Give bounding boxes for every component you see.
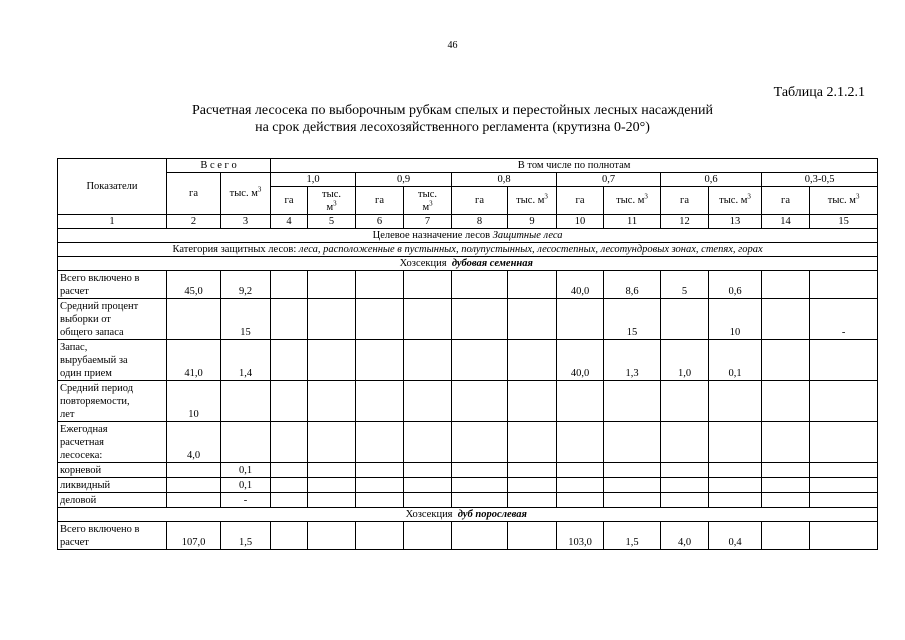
- table-cell: [604, 463, 661, 478]
- table-cell: 4,0: [167, 422, 221, 463]
- header-density: 0,8: [452, 173, 557, 187]
- row-label-line: деловой: [60, 495, 97, 506]
- table-cell: 40,0: [557, 340, 604, 381]
- table-cell: [271, 463, 308, 478]
- row-label-line: повторяемости,: [60, 396, 130, 407]
- table-cell: 1,4: [221, 340, 271, 381]
- table-cell: [271, 340, 308, 381]
- table-cell: [604, 493, 661, 508]
- column-number: 2: [167, 215, 221, 229]
- section-label: Хозсекция: [405, 509, 453, 520]
- table-cell: [308, 463, 356, 478]
- table-cell: [356, 271, 404, 299]
- table-cell: [271, 271, 308, 299]
- table-cell: [356, 381, 404, 422]
- table-cell: [508, 271, 557, 299]
- section-row: [58, 508, 878, 522]
- table-cell: 1,0: [661, 340, 709, 381]
- purpose-row: [58, 229, 878, 243]
- column-number: 1: [58, 215, 167, 229]
- row-label-line: расчет: [60, 537, 89, 548]
- column-number: 12: [661, 215, 709, 229]
- header-m3: тыс. $м^3$: [508, 187, 557, 215]
- table-cell: [508, 463, 557, 478]
- table-cell: 0,1: [221, 478, 271, 493]
- table-cell: [762, 299, 810, 340]
- table-cell: [167, 299, 221, 340]
- row-label-line: вырубаемый за: [60, 355, 128, 366]
- row-label-line: расчетная: [60, 437, 104, 448]
- table-cell: 40,0: [557, 271, 604, 299]
- table-cell: [356, 478, 404, 493]
- section-name: дубовая семенная: [451, 258, 533, 269]
- category-row: [58, 243, 878, 257]
- section-name: дуб порослевая: [457, 509, 527, 520]
- header-ha: га: [356, 187, 404, 215]
- table-cell: [404, 271, 452, 299]
- header-density: 0,6: [661, 173, 762, 187]
- table-cell: [604, 478, 661, 493]
- row-label: [58, 522, 167, 550]
- table-label: Таблица 2.1.2.1: [773, 85, 865, 100]
- table-cell: [404, 422, 452, 463]
- table-cell: [557, 299, 604, 340]
- header-total-m3: тыс. $м^3$: [221, 173, 271, 215]
- purpose-label: Целевое назначение лесов: [372, 230, 491, 241]
- row-label: [58, 340, 167, 381]
- table-cell: 5: [661, 271, 709, 299]
- column-number: 15: [810, 215, 878, 229]
- table-cell: [167, 493, 221, 508]
- header-m3: тыс. $м^3$: [308, 187, 356, 215]
- table-cell: [762, 522, 810, 550]
- column-number: 9: [508, 215, 557, 229]
- header-density: 0,7: [557, 173, 661, 187]
- row-label-line: Запас,: [60, 342, 88, 353]
- table-cell: 4,0: [661, 522, 709, 550]
- header-indicators: Показатели: [58, 159, 167, 215]
- table-cell: 0,4: [709, 522, 762, 550]
- table-cell: [661, 422, 709, 463]
- row-label: [58, 422, 167, 463]
- table-cell: [810, 522, 878, 550]
- column-number: 4: [271, 215, 308, 229]
- table-cell: [762, 340, 810, 381]
- table-cell: [452, 493, 508, 508]
- table-cell: [557, 493, 604, 508]
- row-label-line: ликвидный: [60, 480, 111, 491]
- table-cell: [810, 478, 878, 493]
- table-cell: [167, 463, 221, 478]
- column-number: 10: [557, 215, 604, 229]
- table-cell: [308, 493, 356, 508]
- header-m3: тыс. $м^3$: [404, 187, 452, 215]
- table-cell: [762, 493, 810, 508]
- table-title: [0, 102, 905, 136]
- table-row: [58, 340, 878, 381]
- table-cell: 1,3: [604, 340, 661, 381]
- table-cell: [308, 271, 356, 299]
- table-cell: [167, 478, 221, 493]
- table-cell: [709, 493, 762, 508]
- row-label-line: один прием: [60, 368, 112, 379]
- table-cell: [404, 299, 452, 340]
- table-cell: [308, 340, 356, 381]
- table-cell: [508, 340, 557, 381]
- table-cell: 0,1: [221, 463, 271, 478]
- header-total-ha: га: [167, 173, 221, 215]
- header-density: 0,9: [356, 173, 452, 187]
- table-cell: 15: [221, 299, 271, 340]
- table-cell: 0,1: [709, 340, 762, 381]
- row-label-line: общего запаса: [60, 327, 124, 338]
- table-cell: [661, 493, 709, 508]
- table-cell: [810, 493, 878, 508]
- column-number: 14: [762, 215, 810, 229]
- table-row: [58, 522, 878, 550]
- table-cell: [810, 271, 878, 299]
- column-number: 7: [404, 215, 452, 229]
- column-number: 11: [604, 215, 661, 229]
- table-row: [58, 493, 878, 508]
- row-label-line: Всего включено в: [60, 524, 140, 535]
- table-cell: [356, 422, 404, 463]
- table-cell: [308, 522, 356, 550]
- table-cell: [452, 463, 508, 478]
- table-cell: [661, 381, 709, 422]
- table-cell: [604, 381, 661, 422]
- table-cell: [709, 478, 762, 493]
- row-label-line: выборки от: [60, 314, 111, 325]
- table-cell: [661, 463, 709, 478]
- category-cell: [58, 243, 878, 257]
- header-m3: тыс. $м^3$: [810, 187, 878, 215]
- table-row: [58, 299, 878, 340]
- table-row: [58, 381, 878, 422]
- table-cell: [356, 299, 404, 340]
- table-cell: [271, 422, 308, 463]
- table-title-line-1: Расчетная лесосека по выборочным рубкам спелых и перестойных лесных насаждений: [191, 103, 713, 118]
- table-row: [58, 271, 878, 299]
- estimated-cutting-table: [57, 158, 878, 550]
- section-label: Хозсекция: [399, 258, 447, 269]
- table-cell: -: [221, 493, 271, 508]
- column-number-row: [58, 215, 878, 229]
- table-cell: [452, 381, 508, 422]
- table-cell: [661, 299, 709, 340]
- table-cell: [557, 463, 604, 478]
- header-ha: га: [762, 187, 810, 215]
- table-cell: [810, 340, 878, 381]
- table-cell: [356, 463, 404, 478]
- header-ha: га: [661, 187, 709, 215]
- table-cell: [762, 478, 810, 493]
- table-cell: [810, 463, 878, 478]
- table-cell: [271, 522, 308, 550]
- table-cell: 45,0: [167, 271, 221, 299]
- table-cell: [762, 463, 810, 478]
- table-cell: [557, 381, 604, 422]
- table-cell: [508, 493, 557, 508]
- row-label: [58, 271, 167, 299]
- header-density: 1,0: [271, 173, 356, 187]
- column-number: 13: [709, 215, 762, 229]
- table-cell: [271, 299, 308, 340]
- table-row: [58, 422, 878, 463]
- table-cell: [404, 522, 452, 550]
- table-cell: [452, 478, 508, 493]
- header-ha: га: [271, 187, 308, 215]
- table-cell: [810, 422, 878, 463]
- header-total: В с е г о: [167, 159, 271, 173]
- table-cell: 107,0: [167, 522, 221, 550]
- table-cell: [308, 299, 356, 340]
- section-row: [58, 257, 878, 271]
- table-cell: 0,6: [709, 271, 762, 299]
- table-cell: [508, 381, 557, 422]
- table-cell: 103,0: [557, 522, 604, 550]
- table-row: [58, 463, 878, 478]
- header-m3: тыс. $м^3$: [709, 187, 762, 215]
- table-cell: [508, 522, 557, 550]
- row-label: [58, 463, 167, 478]
- table-cell: [452, 299, 508, 340]
- table-cell: [557, 422, 604, 463]
- row-label: [58, 493, 167, 508]
- table-cell: [308, 478, 356, 493]
- row-label-line: лесосека:: [60, 450, 103, 461]
- table-cell: [508, 478, 557, 493]
- column-number: 8: [452, 215, 508, 229]
- table-cell: [221, 422, 271, 463]
- table-cell: [452, 422, 508, 463]
- row-label-line: корневой: [60, 465, 102, 476]
- header-ha: га: [557, 187, 604, 215]
- table-cell: [271, 381, 308, 422]
- header-ha: га: [452, 187, 508, 215]
- table-cell: 15: [604, 299, 661, 340]
- table-cell: [271, 478, 308, 493]
- table-cell: [356, 522, 404, 550]
- table-cell: [452, 522, 508, 550]
- header-density: 0,3-0,5: [762, 173, 878, 187]
- row-label-line: лет: [60, 409, 75, 420]
- section-header: [58, 508, 878, 522]
- table-cell: [709, 381, 762, 422]
- table-cell: [452, 340, 508, 381]
- table-cell: [271, 493, 308, 508]
- table-cell: [404, 493, 452, 508]
- table-cell: [810, 381, 878, 422]
- row-label: [58, 299, 167, 340]
- table-cell: [661, 478, 709, 493]
- header-m3: тыс. $м^3$: [604, 187, 661, 215]
- purpose-cell: [58, 229, 878, 243]
- table-cell: [604, 422, 661, 463]
- row-label-line: Всего включено в: [60, 273, 140, 284]
- table-cell: [356, 340, 404, 381]
- table-cell: 41,0: [167, 340, 221, 381]
- table-cell: [221, 381, 271, 422]
- section-header: [58, 257, 878, 271]
- table-cell: [709, 422, 762, 463]
- table-cell: [356, 493, 404, 508]
- table-row: [58, 478, 878, 493]
- row-label-line: расчет: [60, 286, 89, 297]
- category-value: леса, расположенные в пустынных, полупустынных, лесостепных, лесотундровых зонах, степях, горах: [298, 244, 763, 255]
- table-cell: 1,5: [221, 522, 271, 550]
- table-cell: 10: [167, 381, 221, 422]
- table-cell: [404, 340, 452, 381]
- table-cell: [508, 299, 557, 340]
- table-cell: 8,6: [604, 271, 661, 299]
- row-label-line: Средний процент: [60, 301, 139, 312]
- row-label-line: Ежегодная: [60, 424, 108, 435]
- table-title-line-2: на срок действия лесохозяйственного регламента (крутизна 0-20°): [255, 120, 650, 135]
- row-label-line: Средний период: [60, 383, 134, 394]
- header-including: В том числе по полнотам: [271, 159, 878, 173]
- table-cell: [404, 381, 452, 422]
- table-cell: [762, 381, 810, 422]
- table-cell: [762, 271, 810, 299]
- column-number: 3: [221, 215, 271, 229]
- table-cell: [557, 478, 604, 493]
- table-cell: [762, 422, 810, 463]
- table-cell: [308, 422, 356, 463]
- column-number: 6: [356, 215, 404, 229]
- table-cell: [404, 478, 452, 493]
- table-cell: [508, 422, 557, 463]
- page-number: 46: [447, 40, 458, 51]
- table-cell: -: [810, 299, 878, 340]
- table-cell: 10: [709, 299, 762, 340]
- row-label: [58, 478, 167, 493]
- table-cell: 1,5: [604, 522, 661, 550]
- row-label: [58, 381, 167, 422]
- table-cell: [308, 381, 356, 422]
- purpose-value: Защитные леса: [492, 230, 563, 241]
- table-cell: [404, 463, 452, 478]
- category-label: Категория защитных лесов:: [172, 244, 297, 255]
- table-cell: [709, 463, 762, 478]
- table-cell: [452, 271, 508, 299]
- table-cell: 9,2: [221, 271, 271, 299]
- column-number: 5: [308, 215, 356, 229]
